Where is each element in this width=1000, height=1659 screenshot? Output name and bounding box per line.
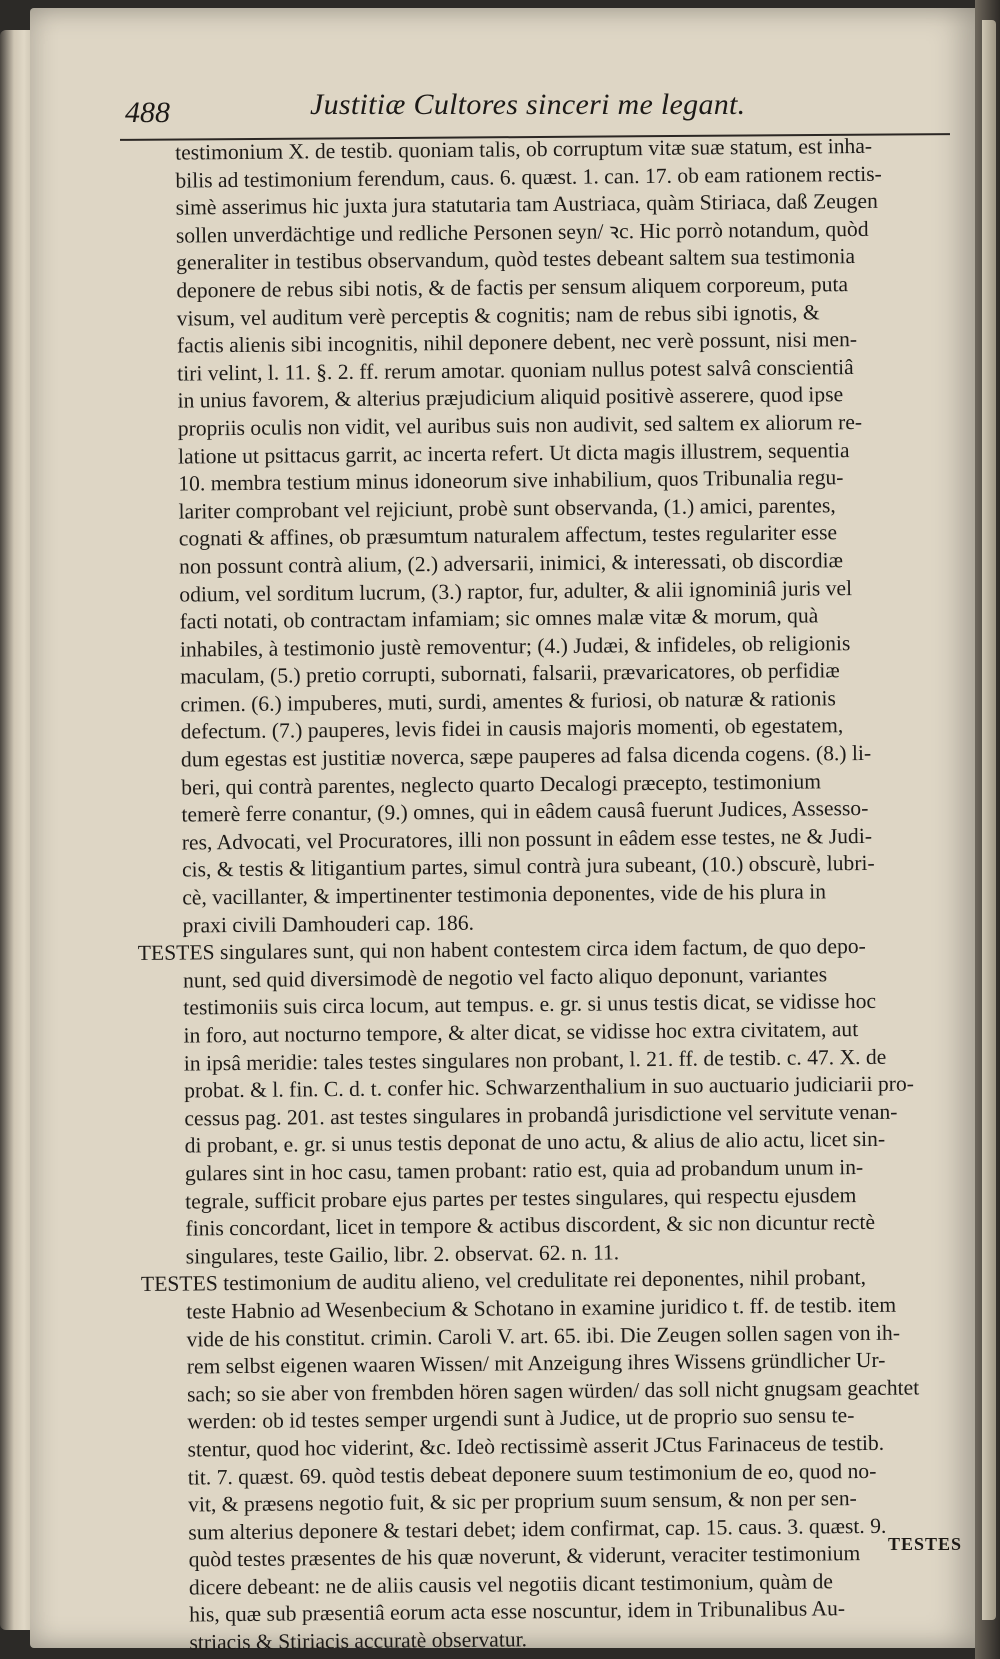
text-line: res, Advocati, vel Procuratores, illi non possunt in eâdem esse testes, ne & Judi- [181,823,873,855]
text-line: tegrale, sufficit probare ejus partes per testes singulares, qui respectu ejusdem [185,1182,857,1214]
text-line: vit, & præsens negotio fuit, & sic per proprium suum sensum, & non per sen- [187,1486,857,1517]
text-line: beri, qui contrà parentes, neglecto quarto Decalogi præcepto, testimonium [181,769,822,800]
text-line: dicere debeant: ne de aliis causis vel negotiis dicant testimonium, quàm de [188,1569,834,1600]
page-number: 488 [125,96,170,129]
text-line: rem selbst eigenen waaren Wissen/ mit Anzeigung ihres Wissens gründlicher Ur- [186,1347,886,1379]
text-line: in ipsâ meridie: tales testes singulares non probant, l. 21. ff. de testib. c. 47. X. de [183,1044,887,1076]
text-line: TESTES singulares sunt, qui non habent contestem circa idem factum, de quo depo- [137,934,866,966]
text-line: cè, vacillanter, & impertinenter testimonia deponentes, vide de his plura in [182,879,827,910]
text-line: testimoniis suis circa locum, aut tempus. e. gr. si unus testis dicat, se vidisse hoc [183,989,877,1020]
text-line: tiri velint, l. 11. §. 2. ff. rerum amotar. quoniam nullus potest salvâ conscientiâ [177,354,854,386]
text-line: striacis & Stiriacis accuratè observatur. [189,1627,528,1655]
text-line: his, quæ sub præsentiâ eorum acta esse noscuntur, idem in Tribunalibus Au- [189,1596,846,1627]
text-line: 10. membra testium minus idoneorum sive inhabilium, quos Tribunalia regu- [178,465,844,496]
text-line: maculam, (5.) pretio corrupti, subornati, falsarii, prævaricatores, ob perfidiæ [180,658,840,689]
text-line: tit. 7. quæst. 69. quòd testis debeat deponere suum testimonium de eo, quod no- [187,1458,877,1490]
text-line: nunt, sed quid diversimodè de negotio vel facto aliquo deponunt, variantes [182,962,828,993]
running-title: Justitiæ Cultores sinceri me legant. [310,88,746,121]
text-line: sach; so sie aber von frembden hören sagen würden/ das soll nicht gnugsam geachtet [186,1375,920,1407]
text-line: in unius favorem, & alterius præjudicium aliquid positivè asserere, quod ipse [177,382,844,413]
text-line: TESTES testimonium de auditu alieno, vel credulitate rei deponentes, nihil probant, [140,1265,867,1297]
text-line: temerè ferre conantur, (9.) omnes, qui in eâdem causâ fuerunt Judices, Assesso- [181,796,869,827]
text-line: crimen. (6.) impuberes, muti, surdi, amentes & furiosi, ob naturæ & rationis [180,686,837,717]
text-line: probat. & l. fin. C. d. t. confer hic. Schwarzenthalium in suo auctuario judiciarii pro- [184,1071,915,1103]
text-line: visum, vel auditum verè perceptis & cognitis; nam de rebus sibi ignotis, & [176,299,820,331]
text-line: werden: ob id testes semper urgendi sunt à Judice, ut de proprio suo sensu te- [187,1403,855,1434]
text-line: quòd testes præsentes de his quæ noverunt, & viderunt, veraciter testimonium [188,1541,861,1572]
text-line: in foro, aut nocturno tempore, & alter dicat, se vidisse hoc extra civitatem, aut [183,1017,859,1048]
text-line: bilis ad testimonium ferendum, caus. 6. quæst. 1. can. 17. ob eam rationem rectis- [175,161,882,193]
text-line: sollen unverdächtige und redliche Personen seyn/ ꝛc. Hic porrò notandum, quòd [175,216,869,248]
text-line: factis alienis sibi incognitis, nihil deponere debent, nec verè possunt, nisi men- [176,327,858,358]
text-line: generaliter in testibus observandum, quòd testes debeant saltem sua testimonia [176,244,856,275]
text-line: vide de his constitut. crimin. Caroli V. art. 65. ibi. Die Zeugen sollen sagen von ih- [186,1320,901,1352]
text-line: non possunt contrà alium, (2.) adversarii, inimici, & interessati, ob discordiæ [178,548,844,579]
text-line: praxi civili Damhouderi cap. 186. [182,910,475,938]
text-line: deponere de rebus sibi notis, & de factis per sensum aliquem corporeum, puta [176,272,849,303]
text-line: finis concordant, licet in tempore & actibus discordent, & sic non dicuntur rectè [185,1210,876,1241]
page-header [125,78,965,138]
text-line: teste Habnio ad Wesenbecium & Schotano in examine juridico t. ff. de testib. item [186,1292,897,1324]
text-line: gulares sint in hoc casu, tamen probant: ratio est, quia ad probandum unum in- [184,1154,864,1186]
text-line: cis, & testis & litigantium partes, simul contrà jura subeant, (10.) obscurè, lubri- [181,851,875,882]
text-line: cessus pag. 201. ast testes singulares in probandâ jurisdictione vel servitute venan- [184,1099,898,1131]
text-line: cognati & affines, ob præsumtum naturalem affectum, testes regulariter esse [178,520,838,551]
body-text [130,132,975,1658]
right-page-edge [982,20,996,1620]
text-line: stentur, quod hoc viderint, &c. Ideò rectissimè asserit JCtus Farinaceus de testib. [187,1430,885,1462]
text-line: defectum. (7.) pauperes, levis fidei in causis majoris momenti, ob egestatem, [180,713,844,745]
text-line: singulares, teste Gailio, libr. 2. observat. 62. n. 11. [185,1240,620,1269]
text-line: sum alterius deponere & testari debet; idem confirmat, cap. 15. caus. 3. quæst. 9. [188,1513,887,1545]
catchword: TESTES [888,1534,963,1554]
text-line: inhabiles, à testimonio justè removentur; (4.) Judæi, & infideles, ob religionis [179,630,851,662]
text-line: propriis oculis non vidit, vel auribus suis non audivit, sed saltem ex aliorum re- [177,409,863,441]
text-line: dum egestas est justitiæ noverca, sæpe pauperes ad falsa dicenda cogens. (8.) li- [180,740,872,772]
text-line: testimonium X. de testib. quoniam talis, ob corruptum vitæ suæ statum, est inha- [175,133,873,165]
text-line: simè asserimus hic juxta jura statutaria tam Austriaca, quàm Stiriaca, daß Zeugen [175,189,878,220]
text-line: latione ut psittacus garrit, ac incerta refert. Ut dicta magis illustrem, sequentia [177,437,850,469]
text-line: di probant, e. gr. si unus testis deponat de uno actu, & alius de alio actu, licet sin- [184,1127,886,1158]
text-line: lariter comprobant vel rejiciunt, probè sunt observanda, (1.) amici, parentes, [178,492,836,524]
text-line: facti notati, ob contractam infamiam; sic omnes malæ vitæ & morum, quà [179,603,819,634]
text-line: odium, vel sorditum lucrum, (3.) raptor, fur, adulter, & alii ignominiâ juris vel [179,575,853,607]
